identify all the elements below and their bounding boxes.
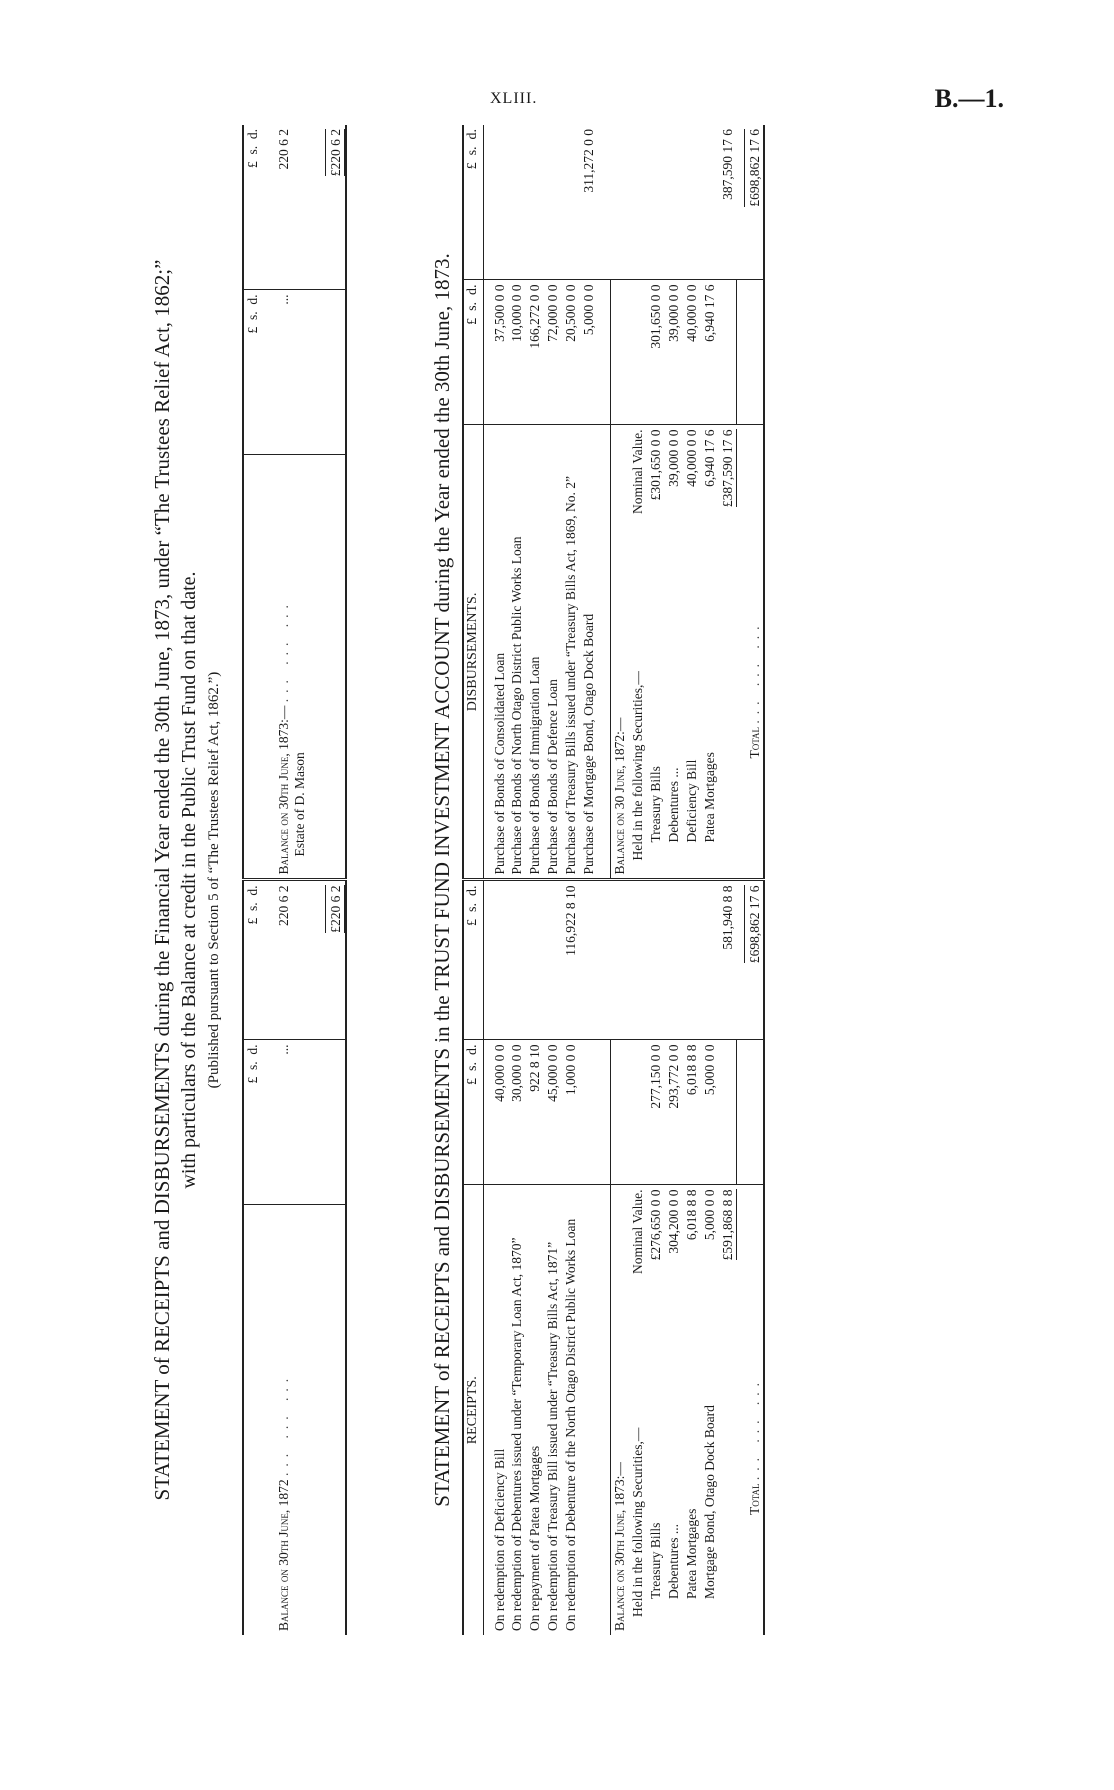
table-row	[526, 125, 544, 1635]
trustees-relief-table	[242, 125, 347, 1635]
disbursement-amount-1: 37,500 0 0	[483, 280, 508, 425]
disbursement-security-4-nominal: 6,940 17 6	[701, 429, 717, 487]
receipt-amount-4: 45,000 0 0	[544, 1040, 562, 1185]
receipt-security-3-amount: 6,018 8 8	[683, 1040, 701, 1185]
table-row	[719, 125, 737, 1635]
disbursement-amount-5: 20,500 0 0	[562, 280, 580, 425]
disbursement-amount-4: 72,000 0 0	[544, 280, 562, 425]
disbursements-grand-total: £698,862 17 6	[744, 129, 765, 207]
receipts-subtotal: 116,922 8 10	[562, 880, 580, 1040]
table-row	[580, 125, 598, 1635]
table-row	[683, 125, 701, 1635]
balance-row: Balance on 30th June, 1872 ... ... ... ... 220 6 2 Balance on 30th June, 1873:— ... ... ... Estate of D. Mason ... 220 6 2	[262, 125, 309, 1635]
disbursement-item-5: Purchase of Treasury Bills issued under “Treasury Bills Act, 1869, No. 2”	[562, 425, 580, 880]
opening-balance-label: Balance on 30th June, 1872	[275, 1479, 291, 1631]
trust-fund-investment-table	[462, 125, 765, 1635]
statement2-title: STATEMENT of RECEIPTS and DISBURSEMENTS in the TRUST FUND INVESTMENT ACCOUNT during the Year ended the 30th June, 1873.	[430, 253, 454, 1507]
receipt-security-1-amount: 277,150 0 0	[647, 1040, 665, 1185]
disbursements-heading: DISBURSEMENTS.	[463, 425, 483, 880]
disbursements-total-label: Total	[746, 726, 762, 759]
disbursements-held-label: Held in the following Securities,—	[629, 575, 647, 880]
table-row	[483, 125, 508, 1635]
disbursement-amount-6: 5,000 0 0	[580, 280, 598, 425]
receipt-item-5: On redemption of Debenture of the North Otago District Public Works Loan	[563, 1218, 579, 1631]
total-row: Total ... ... ... £698,862 17 6 Total ... ... ... £698,862 17 6	[737, 125, 765, 1635]
receipt-security-3: Patea Mortgages	[683, 1508, 699, 1599]
receipts-heading: RECEIPTS.	[463, 1185, 483, 1635]
statement1-right-total: £220 6 2	[325, 129, 346, 176]
receipt-item-3: On repayment of Patea Mortgages	[527, 1445, 543, 1631]
disbursement-security-2-nominal: 39,000 0 0	[665, 429, 681, 487]
statement1-title: STATEMENT of RECEIPTS and DISBURSEMENTS during the Financial Year ended the 30th June, 1873, under “The Trustees Relief Act, 1862;”	[150, 259, 174, 1501]
receipt-security-1-nominal: £276,650 0 0	[647, 1189, 663, 1261]
statement1-note: (Published pursuant to Section 5 of “The Trustees Relief Act, 1862.”)	[206, 671, 222, 1089]
disbursement-amount-3: 166,272 0 0	[526, 280, 544, 425]
receipt-amount-3: 922 8 10	[526, 1040, 544, 1185]
closing-balance-amount: 220 6 2	[262, 125, 309, 290]
receipts-balance-total: 581,940 8 8	[719, 880, 737, 1040]
disbursement-security-1-amount: 301,650 0 0	[647, 280, 665, 425]
disbursement-item-3: Purchase of Bonds of Immigration Loan	[526, 425, 544, 880]
disbursements-nominal-header: Nominal Value.	[629, 429, 645, 514]
table-row	[665, 125, 683, 1635]
disbursement-amount-2: 10,000 0 0	[508, 280, 526, 425]
opening-balance-amount: 220 6 2	[262, 880, 309, 1040]
disbursement-security-4-amount: 6,940 17 6	[701, 280, 719, 425]
closing-balance-inner: ...	[262, 290, 309, 455]
closing-balance-estate: Estate of D. Mason	[291, 752, 307, 857]
disbursement-security-3: Deficiency Bill	[683, 575, 701, 880]
receipt-security-2-amount: 293,772 0 0	[665, 1040, 683, 1185]
statement2-header-row: RECEIPTS. £ s. d. £ s. d. DISBURSEMENTS. £ s. d. £ s. d.	[463, 125, 483, 1635]
disbursement-item-2: Purchase of Bonds of North Otago District Public Works Loan	[508, 425, 526, 880]
receipt-amount-2: 30,000 0 0	[508, 1040, 526, 1185]
disbursements-nominal-total: £387,590 17 6	[719, 429, 737, 507]
table-row	[701, 125, 719, 1635]
receipts-held-label: Held in the following Securities,—	[629, 1427, 645, 1617]
receipts-balance-label: Balance on 30th June, 1873:—	[612, 1462, 628, 1631]
receipt-security-2: Debentures ...	[665, 1524, 681, 1599]
disbursements-subtotal: 311,272 0 0	[580, 125, 598, 280]
receipts-total-label: Total	[746, 1483, 762, 1515]
receipts-nominal-header: Nominal Value.	[629, 1189, 645, 1274]
disbursement-item-1: Purchase of Bonds of Consolidated Loan	[483, 425, 508, 880]
receipts-grand-total: £698,862 17 6	[744, 885, 765, 963]
receipt-security-1: Treasury Bills	[647, 1522, 663, 1599]
receipt-security-4: Mortgage Bond, Otago Dock Board	[701, 1405, 717, 1599]
receipt-item-2: On redemption of Debentures issued under “Temporary Loan Act, 1870”	[509, 1237, 525, 1631]
disbursement-security-2: Debentures ...	[665, 575, 683, 880]
document-reference: B.—1.	[934, 84, 1004, 113]
table-row	[647, 125, 665, 1635]
disbursement-security-3-nominal: 40,000 0 0	[683, 429, 699, 487]
page-number: XLIII.	[490, 90, 538, 107]
receipt-security-4-nominal: 5,000 0 0	[701, 1189, 717, 1241]
receipts-nominal-total: £591,868 8 8	[719, 1189, 737, 1260]
receipt-security-2-nominal: 304,200 0 0	[665, 1189, 681, 1254]
disbursements-balance-total: 387,590 17 6	[719, 125, 737, 280]
table-row	[562, 125, 580, 1635]
disbursement-security-4: Patea Mortgages	[701, 575, 719, 880]
receipt-item-4: On redemption of Treasury Bill issued under “Treasury Bills Act, 1871”	[545, 1241, 561, 1631]
receipt-amount-1: 40,000 0 0	[483, 1040, 508, 1185]
disbursement-security-1: Treasury Bills	[647, 575, 665, 880]
disbursement-item-6: Purchase of Mortgage Bond, Otago Dock Board	[580, 425, 598, 880]
statement1-left-total: £220 6 2	[325, 886, 346, 933]
disbursement-item-4: Purchase of Bonds of Defence Loan	[544, 425, 562, 880]
disbursement-security-2-amount: 39,000 0 0	[665, 280, 683, 425]
table-row	[544, 125, 562, 1635]
opening-balance-inner: ...	[262, 1040, 309, 1205]
receipt-item-1: On redemption of Deficiency Bill	[491, 1448, 507, 1631]
rotated-sheet	[150, 105, 980, 1655]
currency-header-row: £ s. d. £ s. d. £ s. d. £ s. d.	[243, 125, 262, 1635]
table-row	[611, 125, 629, 1635]
statement1-subtitle: with particulars of the Balance at credit in the Public Trust Fund on that date.	[178, 571, 200, 1189]
disbursement-security-1-nominal: £301,650 0 0	[647, 429, 663, 501]
receipt-security-3-nominal: 6,018 8 8	[683, 1189, 699, 1241]
receipt-security-4-amount: 5,000 0 0	[701, 1040, 719, 1185]
table-row	[508, 125, 526, 1635]
disbursements-balance-label: Balance on 30 June, 1872:—	[612, 717, 628, 875]
disbursement-security-3-amount: 40,000 0 0	[683, 280, 701, 425]
table-row	[629, 125, 647, 1635]
closing-balance-label: Balance on 30th June, 1873:—	[275, 705, 291, 875]
statement1-total-row	[309, 125, 346, 1635]
receipt-amount-5: 1,000 0 0	[562, 1040, 580, 1185]
